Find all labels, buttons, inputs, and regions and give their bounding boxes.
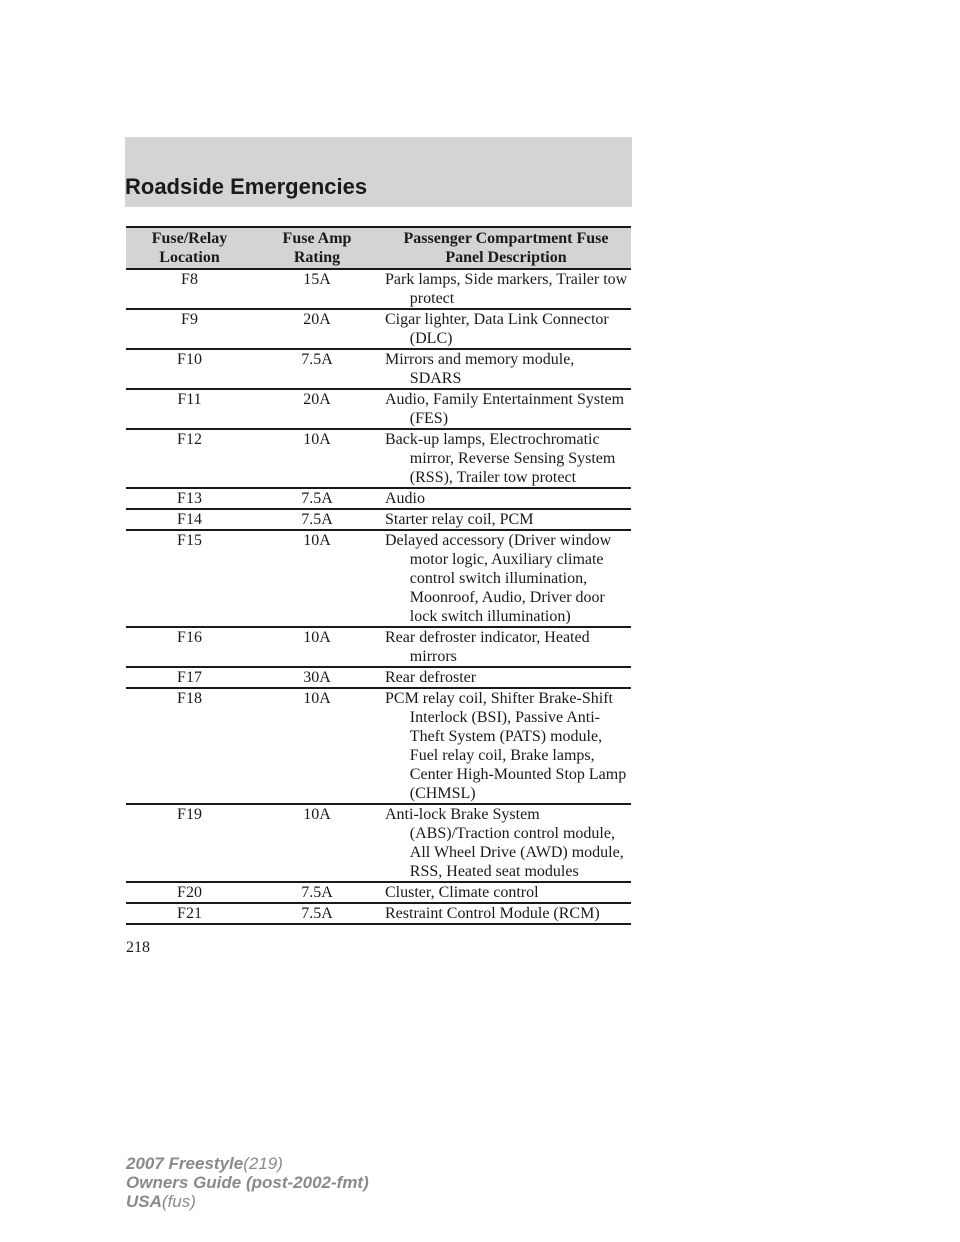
- cell-fuse-location: [126, 530, 253, 627]
- table-row: [126, 882, 631, 903]
- cell-fuse-rating-text: 10A: [303, 806, 331, 823]
- cell-fuse-location: [126, 389, 253, 429]
- cell-fuse-rating-text: 7.5A: [301, 490, 333, 507]
- table-row: [126, 804, 631, 882]
- cell-fuse-description: [381, 509, 631, 530]
- cell-fuse-location: [126, 688, 253, 804]
- cell-fuse-description-text: Anti-lock Brake System (ABS)/Traction control module, All Wheel Drive (AWD) module, RSS, Heated seat modules: [385, 806, 624, 880]
- cell-fuse-description-text: Restraint Control Module (RCM): [385, 905, 600, 922]
- cell-fuse-location-text: F14: [177, 511, 202, 528]
- cell-fuse-description-text: Cigar lighter, Data Link Connector (DLC): [385, 311, 609, 347]
- cell-fuse-rating-text: 7.5A: [301, 905, 333, 922]
- cell-fuse-location: [126, 429, 253, 488]
- footer-model: 2007 Freestyle: [126, 1154, 244, 1173]
- cell-fuse-rating: [253, 389, 381, 429]
- cell-fuse-rating-text: 7.5A: [301, 884, 333, 901]
- table-row: [126, 488, 631, 509]
- fuse-table: [126, 226, 631, 925]
- cell-fuse-rating-text: 30A: [303, 669, 331, 686]
- cell-fuse-description: [381, 389, 631, 429]
- cell-fuse-location-text: F16: [177, 629, 202, 646]
- document-footer: [126, 1154, 369, 1211]
- cell-fuse-description-text: Mirrors and memory module, SDARS: [385, 351, 575, 387]
- table-row: [126, 309, 631, 349]
- cell-fuse-description-text: Audio, Family Entertainment System (FES): [385, 391, 625, 427]
- footer-market-code: (fus): [161, 1192, 196, 1211]
- table-row: [126, 667, 631, 688]
- footer-line-3: [126, 1192, 369, 1211]
- cell-fuse-location: [126, 269, 253, 309]
- cell-fuse-location-text: F8: [181, 271, 198, 288]
- cell-fuse-description: [381, 903, 631, 924]
- cell-fuse-location: [126, 903, 253, 924]
- footer-market: USA: [126, 1192, 162, 1211]
- cell-fuse-rating: [253, 429, 381, 488]
- page-number: 218: [126, 939, 150, 956]
- cell-fuse-description: [381, 429, 631, 488]
- cell-fuse-description-text: Cluster, Climate control: [385, 884, 539, 901]
- table-row: [126, 530, 631, 627]
- cell-fuse-description: [381, 269, 631, 309]
- table-row: [126, 627, 631, 667]
- cell-fuse-location: [126, 509, 253, 530]
- cell-fuse-description: [381, 488, 631, 509]
- cell-fuse-description-text: PCM relay coil, Shifter Brake-Shift Interlock (BSI), Passive Anti-Theft System (PATS) module, Fuel relay coil, Brake lamps, Center High-Mounted Stop Lamp (CHMSL): [385, 690, 627, 802]
- cell-fuse-description-text: Back-up lamps, Electrochromatic mirror, Reverse Sensing System (RSS), Trailer tow protect: [385, 431, 616, 486]
- column-header-location-line2: Location: [159, 249, 220, 266]
- cell-fuse-rating: [253, 530, 381, 627]
- cell-fuse-rating-text: 7.5A: [301, 351, 333, 368]
- section-title: Roadside Emergencies: [125, 174, 368, 199]
- column-header-rating: [253, 227, 381, 269]
- cell-fuse-description: [381, 667, 631, 688]
- cell-fuse-description-text: Park lamps, Side markers, Trailer tow protect: [385, 271, 628, 307]
- column-header-rating-line2: Rating: [293, 249, 341, 266]
- cell-fuse-rating-text: 10A: [303, 532, 331, 549]
- table-row: [126, 389, 631, 429]
- fuse-table-body: [126, 269, 631, 924]
- cell-fuse-rating-text: 10A: [303, 690, 331, 707]
- cell-fuse-location: [126, 627, 253, 667]
- cell-fuse-description: [381, 688, 631, 804]
- table-row: [126, 903, 631, 924]
- footer-line-2: Owners Guide (post-2002-fmt): [126, 1173, 369, 1192]
- cell-fuse-description-text: Rear defroster indicator, Heated mirrors: [385, 629, 590, 665]
- table-header-row: [126, 227, 631, 269]
- column-header-location: [126, 227, 253, 269]
- footer-line-1: [126, 1154, 369, 1173]
- column-header-description-line2: Panel Description: [445, 249, 567, 266]
- cell-fuse-rating-text: 20A: [303, 311, 331, 328]
- cell-fuse-location-text: F9: [181, 311, 198, 328]
- cell-fuse-rating: [253, 349, 381, 389]
- cell-fuse-description: [381, 627, 631, 667]
- cell-fuse-location-text: F15: [177, 532, 202, 549]
- cell-fuse-location-text: F13: [177, 490, 202, 507]
- cell-fuse-description-text: Rear defroster: [385, 669, 477, 686]
- cell-fuse-location: [126, 667, 253, 688]
- cell-fuse-description-text: Delayed accessory (Driver window motor logic, Auxiliary climate control switch illumination, Moonroof, Audio, Driver door lock switch illumination): [385, 532, 612, 625]
- cell-fuse-location: [126, 882, 253, 903]
- cell-fuse-description: [381, 309, 631, 349]
- cell-fuse-location-text: F20: [177, 884, 202, 901]
- column-header-rating-line1: Fuse Amp: [282, 230, 352, 247]
- cell-fuse-description: [381, 349, 631, 389]
- cell-fuse-rating: [253, 627, 381, 667]
- cell-fuse-rating-text: 20A: [303, 391, 331, 408]
- cell-fuse-rating: [253, 509, 381, 530]
- cell-fuse-description-text: Audio: [385, 490, 425, 507]
- cell-fuse-rating: [253, 804, 381, 882]
- cell-fuse-location: [126, 488, 253, 509]
- footer-page-ref: (219): [243, 1154, 283, 1173]
- table-row: [126, 688, 631, 804]
- cell-fuse-location-text: F21: [177, 905, 202, 922]
- cell-fuse-rating: [253, 309, 381, 349]
- cell-fuse-rating: [253, 688, 381, 804]
- cell-fuse-location-text: F11: [177, 391, 202, 408]
- table-row: [126, 349, 631, 389]
- cell-fuse-location-text: F10: [177, 351, 202, 368]
- cell-fuse-rating-text: 7.5A: [301, 511, 333, 528]
- cell-fuse-location: [126, 349, 253, 389]
- cell-fuse-location-text: F18: [177, 690, 202, 707]
- cell-fuse-rating-text: 10A: [303, 629, 331, 646]
- cell-fuse-description: [381, 530, 631, 627]
- cell-fuse-location-text: F12: [177, 431, 202, 448]
- table-row: [126, 269, 631, 309]
- cell-fuse-rating: [253, 903, 381, 924]
- cell-fuse-location: [126, 804, 253, 882]
- cell-fuse-location-text: F17: [177, 669, 202, 686]
- cell-fuse-rating: [253, 488, 381, 509]
- column-header-location-line1: Fuse/Relay: [151, 230, 228, 247]
- table-row: [126, 509, 631, 530]
- cell-fuse-description: [381, 882, 631, 903]
- cell-fuse-location-text: F19: [177, 806, 202, 823]
- cell-fuse-description-text: Starter relay coil, PCM: [385, 511, 534, 528]
- cell-fuse-rating-text: 15A: [303, 271, 331, 288]
- cell-fuse-rating: [253, 667, 381, 688]
- table-row: [126, 429, 631, 488]
- cell-fuse-rating: [253, 882, 381, 903]
- cell-fuse-rating-text: 10A: [303, 431, 331, 448]
- cell-fuse-rating: [253, 269, 381, 309]
- column-header-description: [381, 227, 631, 269]
- cell-fuse-description: [381, 804, 631, 882]
- column-header-description-line1: Passenger Compartment Fuse: [403, 230, 609, 247]
- cell-fuse-location: [126, 309, 253, 349]
